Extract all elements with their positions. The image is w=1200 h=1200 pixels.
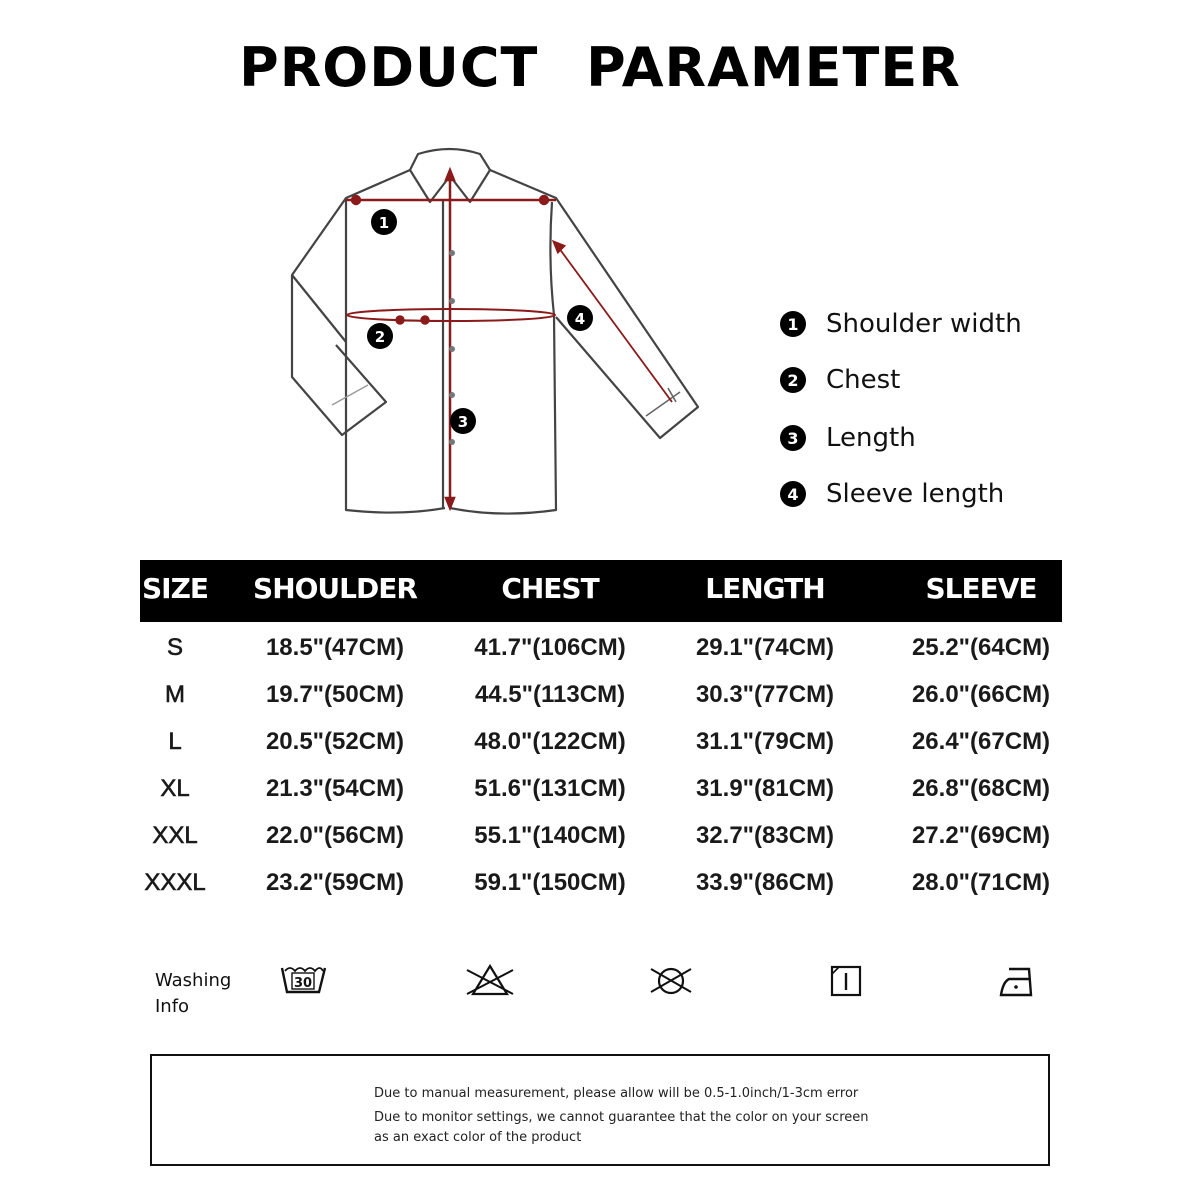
iron-low-icon <box>997 962 1037 1003</box>
cell-size: S <box>166 634 183 661</box>
cell-size: XXL <box>152 822 198 849</box>
table-header <box>140 560 1062 622</box>
no-tumble-dry-icon <box>647 962 695 1003</box>
legend-item-shoulder <box>780 296 1080 352</box>
cell-length: 31.9"(81CM) <box>695 775 835 802</box>
legend-item-chest <box>780 352 1080 408</box>
cell-chest: 48.0"(122CM) <box>474 728 626 755</box>
marker-3: 3 <box>457 413 469 431</box>
cell-shoulder: 23.2"(59CM) <box>265 869 405 896</box>
table-row <box>140 765 1062 812</box>
table-row <box>140 859 1062 906</box>
cell-size: XL <box>160 775 190 802</box>
cell-shoulder: 22.0"(56CM) <box>265 822 405 849</box>
legend-item-sleeve <box>780 466 1080 522</box>
cell-shoulder: 20.5"(52CM) <box>265 728 405 755</box>
note-line: Due to manual measurement, please allow will be 0.5-1.0inch/1-3cm error <box>374 1086 859 1101</box>
legend-label: Chest <box>826 365 901 395</box>
legend-label: Shoulder width <box>826 309 1022 339</box>
number-1-icon: 1 <box>780 311 806 337</box>
note-line: Due to monitor settings, we cannot guarantee that the color on your screen <box>374 1110 869 1125</box>
shirt-measurement-diagram <box>280 140 710 520</box>
marker-2: 2 <box>374 328 386 346</box>
no-bleach-icon <box>463 962 517 1003</box>
cell-sleeve: 26.8"(68CM) <box>911 775 1051 802</box>
table-row <box>140 812 1062 859</box>
dry-flat-icon <box>829 962 863 1003</box>
header-sleeve: SLEEVE <box>925 572 1037 605</box>
cell-sleeve: 26.0"(66CM) <box>911 681 1051 708</box>
header-size: SIZE <box>141 572 208 605</box>
number-2-icon: 2 <box>780 367 806 393</box>
cell-chest: 41.7"(106CM) <box>474 634 626 661</box>
cell-chest: 59.1"(150CM) <box>474 869 626 896</box>
legend-item-length <box>780 410 1080 466</box>
washing-label: Washing Info <box>155 970 232 1017</box>
table-row <box>140 671 1062 718</box>
header-chest: CHEST <box>501 572 599 605</box>
washing-info <box>155 962 1055 1032</box>
number-3-icon: 3 <box>780 425 806 451</box>
cell-shoulder: 21.3"(54CM) <box>265 775 405 802</box>
disclaimer-text <box>374 1082 868 1149</box>
cell-length: 32.7"(83CM) <box>695 822 835 849</box>
note-line: as an exact color of the product <box>374 1130 582 1145</box>
cell-shoulder: 19.7"(50CM) <box>265 681 405 708</box>
marker-1: 1 <box>378 214 390 232</box>
cell-chest: 51.6"(131CM) <box>474 775 626 802</box>
cell-sleeve: 26.4"(67CM) <box>911 728 1051 755</box>
table-row <box>140 624 1062 671</box>
cell-size: XXXL <box>144 869 206 896</box>
cell-size: M <box>165 681 185 708</box>
cell-length: 31.1"(79CM) <box>695 728 835 755</box>
size-chart-table <box>140 560 1062 922</box>
legend-label: Length <box>826 423 916 453</box>
measurement-legend <box>780 296 1080 522</box>
cell-sleeve: 25.2"(64CM) <box>911 634 1051 661</box>
header-shoulder: SHOULDER <box>253 572 417 605</box>
cell-length: 30.3"(77CM) <box>695 681 835 708</box>
legend-label: Sleeve length <box>826 479 1005 509</box>
cell-chest: 44.5"(113CM) <box>474 681 626 708</box>
cell-length: 33.9"(86CM) <box>695 869 835 896</box>
number-4-icon: 4 <box>780 481 806 507</box>
header-length: LENGTH <box>705 572 825 605</box>
wash-30-icon <box>279 962 329 1003</box>
marker-4: 4 <box>574 310 586 328</box>
page-title: PRODUCT PARAMETER <box>239 36 961 99</box>
table-body <box>140 622 1062 922</box>
cell-chest: 55.1"(140CM) <box>474 822 626 849</box>
table-row <box>140 718 1062 765</box>
cell-length: 29.1"(74CM) <box>695 634 835 661</box>
cell-shoulder: 18.5"(47CM) <box>265 634 405 661</box>
svg-text:30: 30 <box>293 976 313 991</box>
disclaimer-box <box>150 1054 1050 1166</box>
cell-sleeve: 28.0"(71CM) <box>911 869 1051 896</box>
cell-sleeve: 27.2"(69CM) <box>911 822 1051 849</box>
cell-size: L <box>168 728 182 755</box>
